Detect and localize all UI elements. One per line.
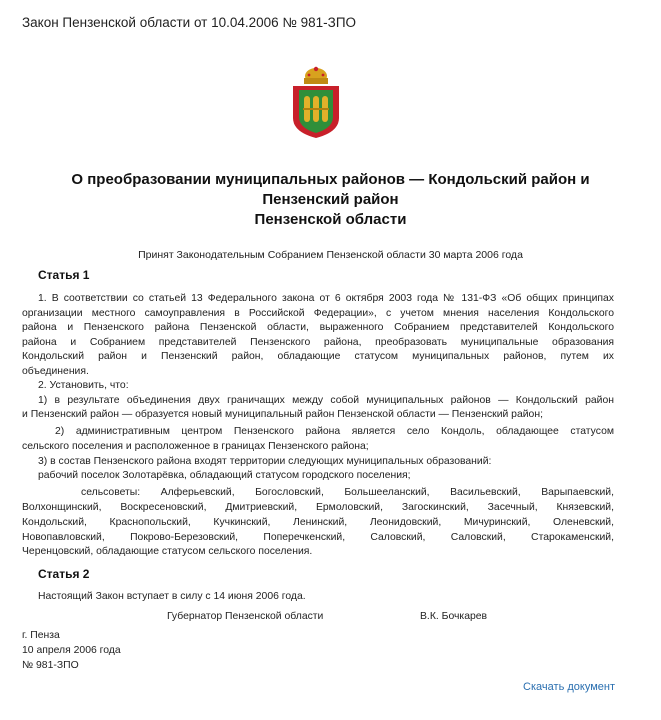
adoption-note: Принят Законодательным Собранием Пензенской области 30 марта 2006 года — [138, 249, 523, 261]
document-title — [0, 170, 661, 230]
article-2-text: Настоящий Закон вступает в силу с 14 июня 2006 года. — [38, 591, 306, 602]
download-document-link[interactable]: Скачать документ — [523, 681, 615, 693]
article-1-p2-2-line-1: 2) административным центром Пензенского района является село Кондоль, обладающее статусом — [55, 426, 614, 437]
article-1-p2-1-line-2: и Пензенский район — образуется новый муниципальный район Пензенской области — Пензенский район; — [22, 409, 543, 420]
footer-date: 10 апреля 2006 года — [22, 645, 121, 656]
article-1-p2-1-line-1: 1) в результате объединения двух граничащих между собой муниципальных районов — Кондольский район — [38, 394, 614, 406]
article-1-p2: 2. Установить, что: — [38, 380, 129, 391]
article-1-p1-line-2: организации местного самоуправления в Российской Федерации», с учетом мнения населения Кондольского — [22, 307, 614, 319]
article-1-p2-2-line-2: сельского поселения и расположенное в границах Пензенского района; — [22, 441, 369, 452]
article-1-heading: Статья 1 — [38, 268, 90, 282]
article-1-p2-3-settlement: рабочий поселок Золотарёвка, обладающий статусом городского поселения; — [38, 470, 411, 481]
article-1-councils-line-5: Черенцовский, обладающие статусом сельского поселения. — [22, 546, 313, 557]
signature-name: В.К. Бочкарев — [420, 611, 488, 622]
footer-number: № 981-ЗПО — [22, 660, 79, 671]
footer-city: г. Пенза — [22, 630, 60, 641]
article-2-heading: Статья 2 — [38, 567, 90, 581]
article-1-p2-3: 3) в состав Пензенского района входят территории следующих муниципальных образований: — [38, 455, 492, 467]
document-header: Закон Пензенской области от 10.04.2006 № 981-ЗПО — [22, 15, 357, 30]
article-1-p1-line-1: 1. В соответствии со статьей 13 Федерального закона от 6 октября 2003 года № 131-ФЗ «Об общих принципах — [38, 293, 614, 304]
article-1-councils-line-1: сельсоветы: Алферьевский, Богословский, Большееланский, Васильевский, Варыпаевский, — [81, 487, 614, 498]
article-1-p1-line-5: Кондольский район и Пензенский район, обладающие статусом муниципальных районов, путем их — [22, 351, 614, 362]
penza-oblast-coat-of-arms-icon — [290, 66, 342, 140]
article-1-councils-line-4: Новопавловский, Покрово-Березовский, Поперечкенский, Саловский, Саловский, Старокаменский, — [22, 531, 614, 543]
signature-title: Губернатор Пензенской области — [167, 611, 324, 622]
title-line-1: О преобразовании муниципальных районов — Кондольский район и — [71, 171, 590, 188]
article-1-councils-line-3: Кондольский, Краснопольский, Кучкинский, Ленинский, Леонидовский, Мичуринский, Оленевский, — [22, 517, 614, 528]
article-1-p1-line-3: района и Пензенского района Пензенской области, выраженного Собранием представителей Кондольского — [22, 322, 614, 333]
article-1-p1-line-6: объединения. — [22, 365, 89, 377]
title-line-3: Пензенской области — [254, 211, 407, 228]
article-1-p1-line-4: района и Собранием представителей Пензенского района, преобразовать муниципальные образования — [22, 336, 614, 348]
title-line-2: Пензенский район — [262, 191, 399, 208]
article-1-councils-line-2: Волхонщинский, Воскресеновский, Дмитриевский, Ермоловский, Загоскинский, Засечный, Князевский, — [22, 502, 614, 513]
